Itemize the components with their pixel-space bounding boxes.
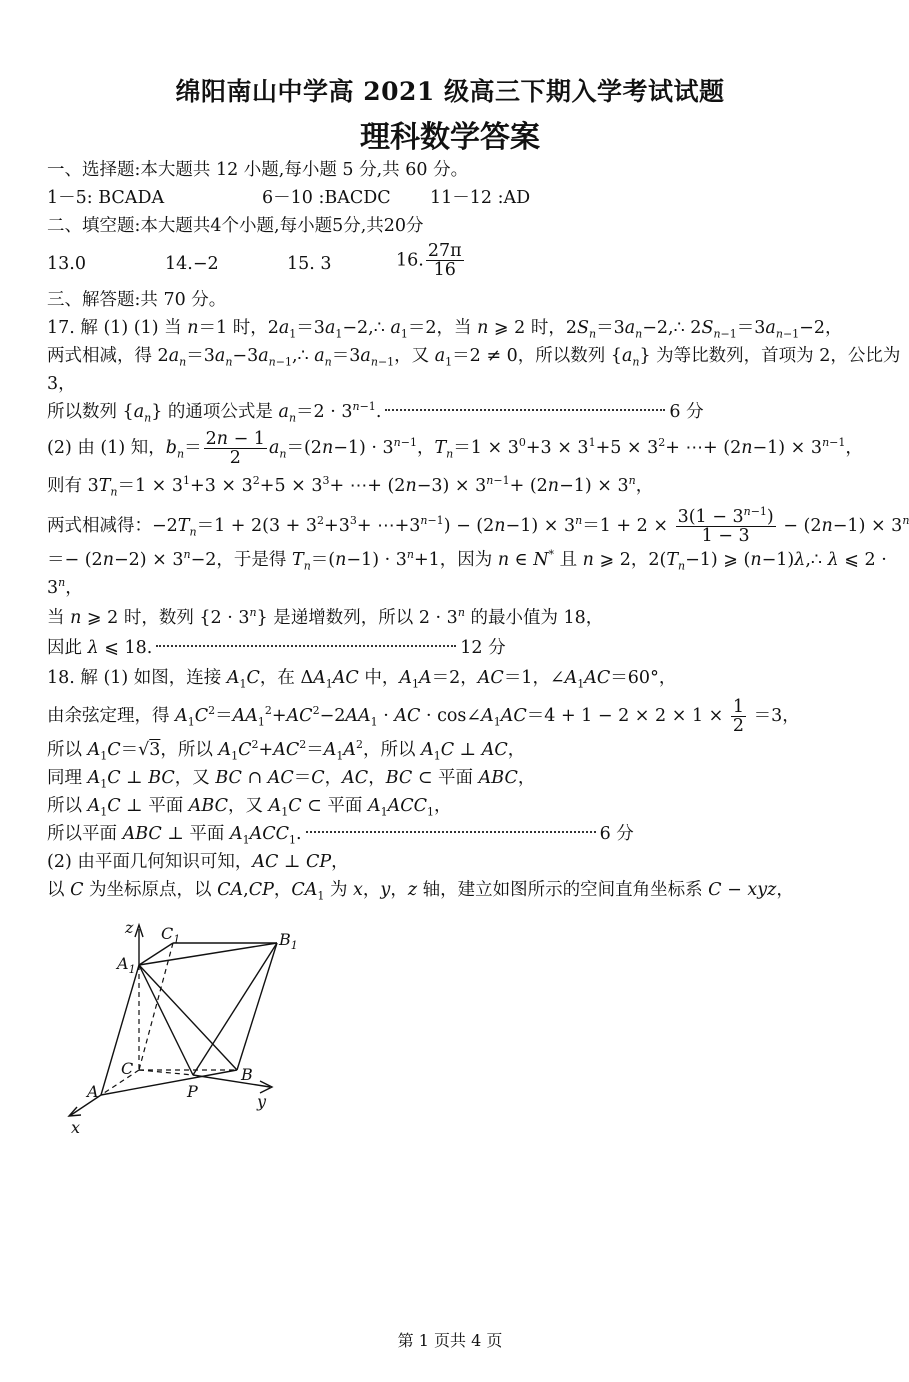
page-title: 绵阳南山中学高 2021 级高三下期入学考试试题	[175, 77, 725, 106]
p17-line9: 3$^n$，	[47, 576, 83, 598]
label-p: P	[187, 1082, 198, 1101]
p17-line4: 所以数列 $\{a_n\}$ 的通项公式是 $a_n=2 \cdot 3^{n-1}$. 6 分	[47, 400, 704, 425]
section3-heading: 三、解答题:共 70 分。	[47, 290, 227, 310]
section2-heading: 二、填空题:本大题共4个小题,每小题5分,共20分	[47, 216, 424, 236]
p17-line7: 两式相减得：$-2T_n=1 + 2(3 + 3^2+3^3+$ $\cdots+3^{n-1}) - (2n-1) \times 3^n=1 + 2$ × $\frac{3(1 - 3^{n-1})}{1 - 3}$ − $(2n-1) \times 3^n$	[47, 505, 909, 546]
label-x: x	[71, 1118, 81, 1137]
answer-1-5: 1－5: BCADA	[47, 188, 165, 208]
p18-line2: 由余弦定理，得 $A_1C^2=AA_1^2+AC^2-2AA_1$ · AC · $\cos\angle A_1AC=4 + 1 - 2 \times 2 \times 1$ × $\frac{1}{2}$ ＝3，	[47, 697, 800, 736]
p17-line1: 17. 解 (1) (1) 当 n＝1 时，$2a_1=3a_1-2,\therefore$ $a_1=2$，当 n ⩾ 2 时，$2S_n=3a_n-2,\therefore$ $2S_{n-1}=3a_{n-1}-2$，	[47, 318, 843, 341]
answer-14: 14.−2	[165, 254, 219, 274]
label-c: C	[121, 1059, 134, 1078]
p17-line10: 当 n ⩾ 2 时，数列 $\{2 \cdot 3^n\}$ 是递增数列，所以 $2 \cdot 3^n$ 的最小值为 18，	[47, 606, 604, 628]
p18-line8: 以 C 为坐标原点，以 CA,CP，$CA_1$ 为 x，y，z 轴，建立如图所示的空间直角坐标系 C − xyz，	[47, 880, 794, 903]
p18-line4: 同理 $A_1C$ ⊥ BC，又 BC ∩ AC＝C，AC，BC ⊂ 平面 ABC，	[47, 768, 536, 791]
p18-line5: 所以 $A_1C$ ⊥ 平面 ABC，又 $A_1C$ ⊂ 平面 $A_1ACC_1$，	[47, 796, 452, 819]
answer-16-prefix: 16.	[396, 250, 424, 271]
p17-line11: 因此 λ ⩽ 18. 12 分	[47, 638, 506, 658]
cp-dashed	[139, 1070, 193, 1075]
page-subtitle: 理科数学答案	[360, 120, 540, 155]
label-c1: $C_1$	[161, 924, 181, 946]
p17-line6: 则有 $3T_n=1 \times 3^1+3 \times 3^2+5 \times 3^3+$ ⋯+ $(2n-3) \times 3^{n-1}+ (2n-1) \times 3^n$，	[47, 474, 654, 499]
page-footer: 第 1 页共 4 页	[397, 1331, 503, 1350]
score-6-p18: 6 分	[599, 824, 634, 844]
p18-line6: 所以平面 ABC ⊥ 平面 $A_1ACC_1$. 6 分	[47, 824, 634, 847]
label-y: y	[257, 1092, 267, 1111]
section1-heading: 一、选择题:本大题共 12 小题,每小题 5 分,共 60 分。	[47, 160, 469, 180]
label-b1: $B_1$	[279, 930, 298, 952]
answer-13: 13.0	[47, 254, 86, 274]
label-z: z	[125, 918, 134, 937]
score-12-p17: 12 分	[460, 638, 506, 658]
answer-16-fraction	[426, 242, 464, 279]
answer-16	[396, 242, 466, 279]
p17-line5: (2) 由 (1) 知，$b_n=$ $\frac{2n - 1}{2}$ $a_n=(2n-1) \cdot 3^{n-1}$，$T_n=1 \times 3^0+3 \times 3^1+5 \times 3^2+$ ⋯+ $(2n-1) \times 3^{n-1}$，	[47, 429, 863, 468]
score-6-p17: 6 分	[669, 402, 704, 422]
answer-15: 15. 3	[287, 254, 332, 274]
label-b: B	[241, 1065, 253, 1084]
prism-figure	[55, 905, 315, 1145]
p18-line7: (2) 由平面几何知识可知，AC ⊥ CP，	[47, 852, 349, 872]
p17-line3: 3，	[47, 374, 76, 394]
p17-line2: 两式相减，得 $2a_n=3a_n-3a_{n-1},\therefore$ $a_n=3a_{n-1}$，又 $a_1=2 \ne 0$，所以数列 $\{a_n\}$ 为等比数列，首项为 2，公比为	[47, 346, 901, 369]
answer-6-10: 6－10 :BACDC	[262, 188, 391, 208]
label-a: A	[87, 1082, 99, 1101]
label-a1: $A_1$	[117, 954, 136, 976]
answer-11-12: 11－12 :AD	[430, 188, 531, 208]
p17-line8: ＝− $(2n-2) \times 3^n-2$，于是得 $T_n=(n-1) \cdot 3^n+1$，因为 n ∈ N* 且 n ⩾ 2，$2(T_n-1)$ ⩾ (n−1)λ,∴ λ ⩽ 2 ·	[47, 548, 887, 573]
answer-16-denominator: 16	[433, 260, 456, 280]
p18-line3: 所以 $A_1C=√3$，所以 $A_1C^2+AC^2=A_1A^2$，所以 $A_1C$ ⊥ AC，	[47, 738, 526, 763]
p18-line1: 18. 解 (1) 如图，连接 $A_1C$，在 $\Delta A_1AC$ 中，$A_1A=2$，AC＝1，$\angle A_1AC=60^\circ$，	[47, 668, 677, 691]
answer-16-numerator: 27π	[427, 241, 462, 261]
